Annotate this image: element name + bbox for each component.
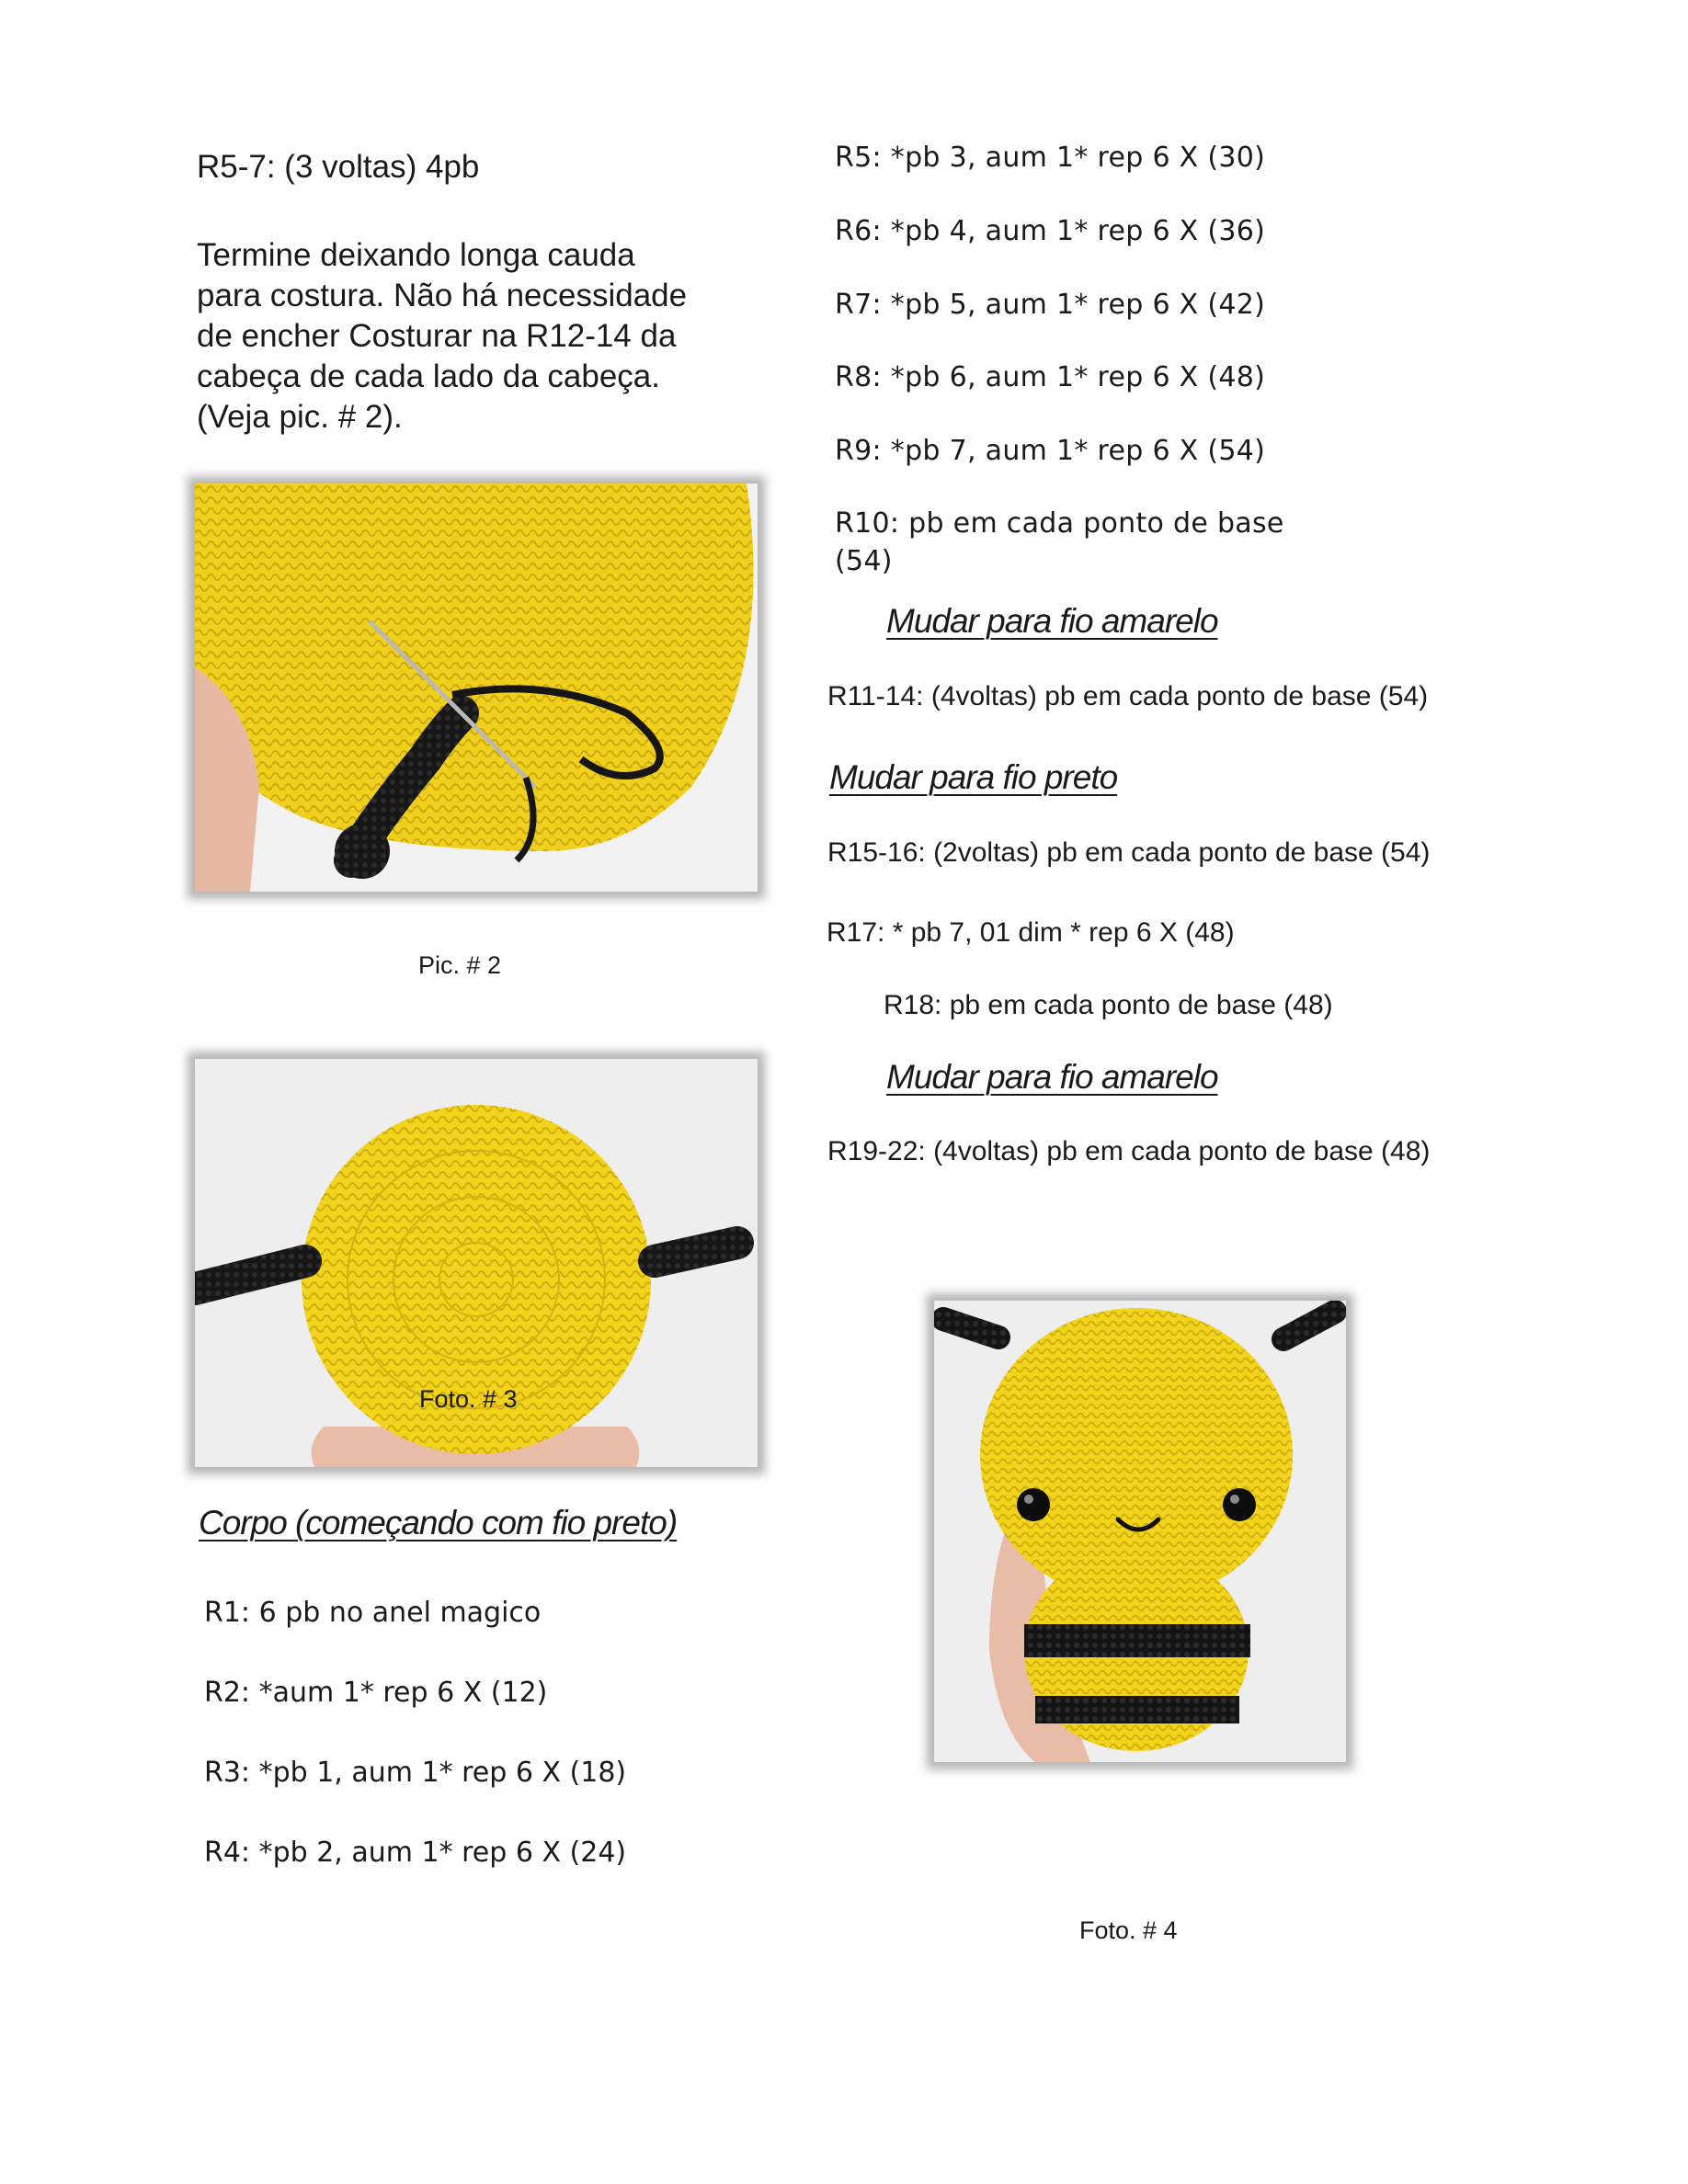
paragraph-line: cabeça de cada lado da cabeça.: [197, 358, 660, 394]
round-r17: R17: * pb 7, 01 dim * rep 6 X (48): [827, 917, 1235, 948]
heading-mudar-amarelo-2: Mudar para fio amarelo: [886, 1058, 1218, 1096]
heading-mudar-preto: Mudar para fio preto: [829, 758, 1118, 796]
round-r11-14: R11-14: (4voltas) pb em cada ponto de base (54): [827, 681, 1429, 711]
round-r2: R2: *aum 1* rep 6 X (12): [204, 1677, 548, 1709]
round-r8: R8: *pb 6, aum 1* rep 6 X (48): [835, 361, 1266, 393]
paragraph-line: de encher Costurar na R12-14 da: [197, 318, 677, 354]
round-r4: R4: *pb 2, aum 1* rep 6 X (24): [204, 1837, 627, 1869]
round-r18: R18: pb em cada ponto de base (48): [884, 990, 1333, 1020]
corpo-heading: Corpo (começando com fio preto): [199, 1504, 678, 1541]
photo-foto-4: [934, 1301, 1346, 1762]
photo-pic-2: [195, 483, 758, 892]
round-r3: R3: *pb 1, aum 1* rep 6 X (18): [204, 1757, 627, 1789]
round-r5: R5: *pb 3, aum 1* rep 6 X (30): [835, 142, 1266, 174]
round-r6: R6: *pb 4, aum 1* rep 6 X (36): [835, 215, 1266, 247]
round-r10-count: (54): [835, 545, 893, 577]
round-r19-22: R19-22: (4voltas) pb em cada ponto de base (48): [827, 1136, 1431, 1166]
paragraph-line: para costura. Não há necessidade: [197, 278, 688, 313]
heading-mudar-amarelo-1: Mudar para fio amarelo: [886, 602, 1218, 640]
paragraph-line: Termine deixando longa cauda: [197, 237, 635, 273]
round-r10: R10: pb em cada ponto de base: [835, 507, 1284, 540]
round-r15-16: R15-16: (2voltas) pb em cada ponto de base (54): [827, 837, 1431, 868]
round-r7: R7: *pb 5, aum 1* rep 6 X (42): [835, 289, 1266, 321]
round-r9: R9: *pb 7, aum 1* rep 6 X (54): [835, 435, 1266, 467]
finishing-instructions: [197, 235, 712, 438]
round-r1: R1: 6 pb no anel magico: [204, 1597, 542, 1629]
pic-2-caption: Pic. # 2: [418, 951, 502, 979]
foto-4-caption: Foto. # 4: [1079, 1917, 1178, 1944]
foto-3-caption: Foto. # 3: [419, 1385, 518, 1413]
paragraph-line: (Veja pic. # 2).: [197, 399, 403, 435]
round-r5-7: R5-7: (3 voltas) 4pb: [197, 149, 480, 185]
